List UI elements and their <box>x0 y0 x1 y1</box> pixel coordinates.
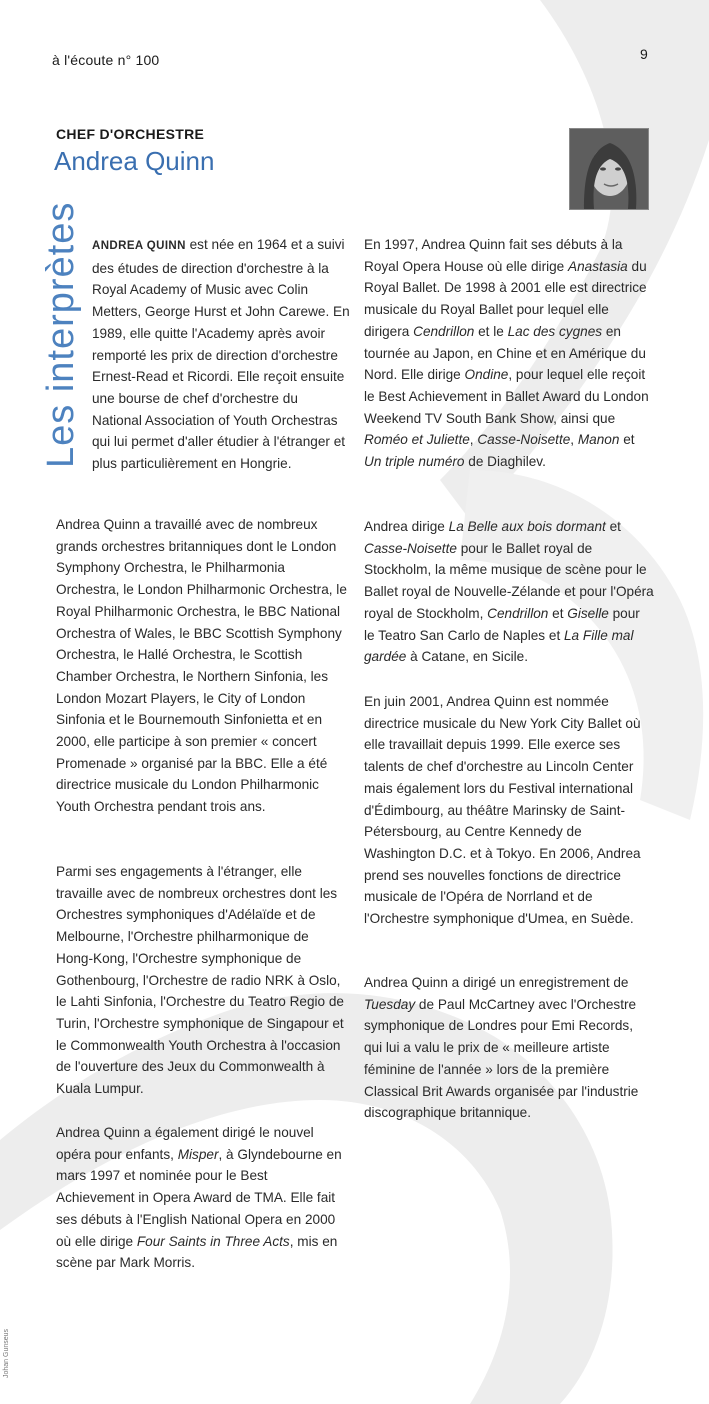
right-paragraph-4 <box>364 972 654 1124</box>
title-run: Four Saints in Three Acts <box>136 1233 290 1249</box>
title-run: Casse-Noisette <box>364 540 457 556</box>
intro-paragraph <box>92 234 350 475</box>
title-run: Lac des cygnes <box>507 323 603 339</box>
title-run: Manon <box>577 432 620 448</box>
text-run: , à Glyndebourne en mars 1997 et nominée pour le Best Achievement in Opera Award de TMA. Elle fait ses débuts à l'English National Opera en 2000 où elle dirige <box>56 1146 342 1249</box>
left-paragraph-2 <box>56 861 348 1100</box>
text-run: , <box>469 432 478 448</box>
intro-lead: ANDREA QUINN <box>92 240 186 252</box>
title-run: Misper <box>177 1146 219 1162</box>
text-run: Andrea dirige <box>364 519 449 534</box>
text-run: à Catane, en Sicile. <box>406 649 528 665</box>
text-run: Andrea Quinn a dirigé un enregistrement de <box>364 975 629 990</box>
left-paragraph-3 <box>56 1122 348 1274</box>
photo-credit: Johan Gunseus <box>3 1328 10 1378</box>
text-run: du Royal Ballet. De 1998 à 2001 elle est directrice musicale du Royal Ballet pour lequel elle dirigera <box>364 258 647 339</box>
issue-header: à l'écoute n° 100 <box>52 52 160 68</box>
text-run: et le <box>474 323 508 339</box>
title-run: Casse-Noisette <box>477 432 571 448</box>
right-p3-text: En juin 2001, Andrea Quinn est nommée directrice musicale du New York City Ballet où elle travaillait depuis 1999. Elle exerce ses talents de chef d'orchestre au Lincoln Center mais également lors du Festival international d'Édimbourg, au théâtre Marinsky de Saint-Pétersbourg, au Centre Kennedy de Washington D.C. et à Tokyo. En 2006, Andrea prend ses nouvelles fonctions de directrice musicale de l'Opéra de Norrland et de l'Orchestre symphonique d'Umea, en Suède. <box>364 694 641 927</box>
right-paragraph-1 <box>364 234 654 473</box>
title-run: Giselle <box>567 605 609 621</box>
title-run: Roméo et Juliette <box>364 432 470 448</box>
text-run: Andrea Quinn a également dirigé le nouvel opéra pour enfants, <box>56 1125 314 1162</box>
title-run: Tuesday <box>364 996 416 1012</box>
text-run: , <box>570 432 578 448</box>
title-run: Anastasia <box>568 258 628 274</box>
portrait-photo <box>569 128 649 210</box>
title-run: Un triple numéro <box>364 454 465 470</box>
left-p2-text: Parmi ses engagements à l'étranger, elle travaille avec de nombreux orchestres dont les Orchestres symphoniques d'Adélaïde et de Melbourne, l'Orchestre philharmonique de Hong-Kong, l'Orchestre symphonique de Gothenbourg, l'Orchestre de radio NRK à Oslo, le Lahti Sinfonia, l'Orchestre du Teatro Regio de Turin, l'Orchestre symphonique de Singapour et le Commonwealth Youth Orchestra à l'occasion de l'ouverture des Jeux du Commonwealth à Kuala Lumpur. <box>56 864 344 1097</box>
text-run: pour le Teatro San Carlo de Naples et <box>364 605 640 643</box>
text-run: et <box>619 432 635 448</box>
text-run: de Diaghilev. <box>464 454 546 470</box>
title-run: La Belle aux bois dormant <box>448 519 606 534</box>
title-run: Cendrillon <box>413 323 475 339</box>
vertical-section-label: Les interprètes <box>40 201 82 468</box>
right-paragraph-2 <box>364 516 654 668</box>
title-run: Cendrillon <box>487 605 549 621</box>
text-run: et <box>605 519 621 534</box>
text-run: en tournée au Japon, en Chine et en Amérique du Nord. Elle dirige <box>364 323 646 383</box>
text-run: et <box>548 605 568 621</box>
performer-name: Andrea Quinn <box>54 146 215 176</box>
title-run: Ondine <box>464 367 509 383</box>
text-run: , pour lequel elle reçoit le Best Achievement in Ballet Award du London Weekend TV South Bank Show, ainsi que <box>364 367 649 426</box>
left-paragraph-1 <box>56 514 348 818</box>
text-run: pour le Ballet royal de Stockholm, la même musique de scène pour le Ballet royal de Nouvelle-Zélande et pour l'Opéra royal de Stockholm, <box>364 540 654 621</box>
right-paragraph-3 <box>364 691 654 930</box>
intro-text: est née en 1964 et a suivi des études de direction d'orchestre à la Royal Academy of Music avec Colin Metters, George Hurst et John Carewe. En 1989, elle quitte l'Academy après avoir remporté les prix de direction d'orchestre Ernest-Read et Ricordi. Elle reçoit ensuite une bourse de chef d'orchestre du National Association of Youth Orchestras qui lui permet d'aller étudier à l'étranger et plus particulièrement en Hongrie. <box>92 237 350 472</box>
text-run: , mis en scène par Mark Morris. <box>56 1233 338 1271</box>
title-run: La Fille mal gardée <box>364 627 634 665</box>
section-eyebrow: CHEF D'ORCHESTRE <box>56 126 205 142</box>
text-run: En 1997, Andrea Quinn fait ses débuts à la Royal Opera House où elle dirige <box>364 237 623 274</box>
left-p1-text: Andrea Quinn a travaillé avec de nombreux grands orchestres britanniques dont le London Symphony Orchestra, le Philharmonia Orchestra, le London Philharmonic Orchestra, le Royal Philharmonic Orchestra, le BBC National Orchestra of Wales, le BBC Scottish Symphony Orchestra, le Hallé Orchestra, le Scottish Chamber Orchestra, le Northern Sinfonia, les London Mozart Players, le City of London Sinfonia et le Bournemouth Sinfonietta et en 2000, elle participe à son premier « concert Promenade » organisé par la BBC. Elle a été directrice musicale du London Philharmonic Youth Orchestra pendant trois ans. <box>56 517 347 815</box>
text-run: de Paul McCartney avec l'Orchestre symphonique de Londres pour Emi Records, qui lui a valu le prix de « meilleure artiste féminine de l'année » lors de la première Classical Brit Awards organisée par l'industrie discographique britannique. <box>364 996 639 1121</box>
page-number: 9 <box>640 46 648 62</box>
